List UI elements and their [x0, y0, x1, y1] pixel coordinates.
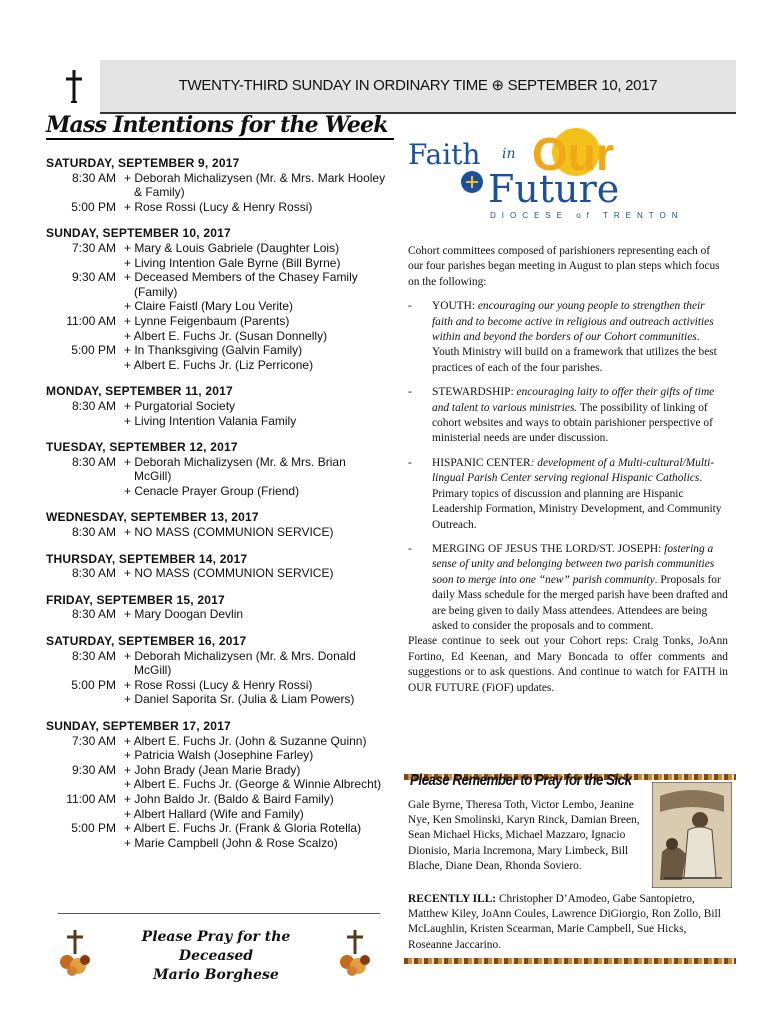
article-bullet: [408, 385, 728, 447]
article-closing: Please continue to seek out your Cohort reps: Craig Tonks, JoAnn Fortino, Ed Keenan, and Mary Boncada to offer comments and suggestions or to ask questions. And continue to watch for FAITH in OUR FUTURE (FiOF) updates.: [408, 635, 728, 694]
mass-intentions-list: [46, 156, 386, 850]
day-heading: SATURDAY, SEPTEMBER 9, 2017: [46, 156, 240, 170]
mass-time: 9:30 AM: [71, 270, 116, 285]
intention: + Rose Rossi (Lucy & Henry Rossi): [124, 199, 313, 214]
intention: + Albert E. Fuchs Jr. (Frank & Gloria Rotella): [124, 821, 362, 836]
mass-entry: [46, 607, 386, 622]
mass-time: 8:30 AM: [71, 454, 116, 469]
intention: + John Baldo Jr. (Baldo & Baird Family): [124, 791, 334, 806]
bullet-dash: -: [408, 542, 412, 555]
intention: + Claire Faistl (Mary Lou Verite): [124, 299, 294, 314]
deceased-heading: Please Pray for the Deceased: [141, 929, 291, 964]
article-bullet: [408, 299, 728, 376]
intention: + Deceased Members of the Chasey Family (Family): [124, 270, 358, 299]
mass-time: 8:30 AM: [71, 398, 116, 413]
mass-time: 9:30 AM: [71, 762, 116, 777]
intention: + NO MASS (COMMUNION SERVICE): [124, 525, 334, 540]
cross-flowers-icon: [58, 928, 92, 978]
day-section: [46, 634, 386, 707]
logo-word-in: in: [502, 146, 516, 162]
jesus-healing-image: [652, 782, 732, 888]
mass-time: 8:30 AM: [71, 607, 116, 622]
mass-entry: [46, 200, 386, 215]
cross-icon: [50, 60, 98, 112]
bullet-lead: YOUTH:: [432, 300, 478, 313]
mass-intentions-title: Mass Intentions for the Week: [46, 112, 394, 140]
intention: + John Brady (Jean Marie Brady): [124, 762, 301, 777]
intention: + Cenacle Prayer Group (Friend): [124, 483, 300, 498]
mass-entry: [46, 171, 386, 200]
recently-ill-label: RECENTLY ILL:: [408, 893, 497, 905]
header-bar: [100, 60, 736, 114]
mass-entry: [46, 270, 386, 314]
mass-entry: [46, 821, 386, 850]
bullet-dash: -: [408, 300, 412, 313]
intention: + Deborah Michalizysen (Mr. & Mrs. Brian McGill): [124, 454, 346, 484]
bullet-text: . Primary topics of discussion and planning are Hispanic Leadership Formation, Ministry Development, and Community Outreach.: [432, 472, 722, 531]
cross-flowers-icon: [338, 928, 372, 978]
mass-time: 7:30 AM: [71, 240, 116, 255]
mass-time: 5:00 PM: [71, 821, 116, 836]
day-heading: TUESDAY, SEPTEMBER 12, 2017: [46, 440, 238, 455]
day-heading: SUNDAY, SEPTEMBER 10, 2017: [46, 226, 231, 241]
mass-time: 8:30 AM: [71, 170, 116, 185]
page-header: [50, 60, 736, 112]
day-section: [46, 593, 386, 622]
mass-time: 8:30 AM: [71, 525, 116, 540]
sick-names: Gale Byrne, Theresa Toth, Victor Lembo, Jeanine Nye, Ken Smolinski, Karyn Rinck, Damian Breen, Sean Michael Hicks, Michael Mazzaro, Ignacio Dionisio, Maria Incremona, Mary Limbeck, Bill Blache, Diane Dean, Rhonda Soviero.: [408, 799, 640, 872]
bullet-text: . Youth Ministry will build on a framework that utilizes the best practices of each of the four parishes.: [432, 331, 717, 374]
mass-entry: [46, 734, 386, 763]
intention: + Albert E. Fuchs Jr. (Susan Donnelly): [124, 328, 328, 343]
day-section: [46, 226, 386, 372]
day-heading: THURSDAY, SEPTEMBER 14, 2017: [46, 551, 248, 566]
intention: + Deborah Michalizysen (Mr. & Mrs. Mark Hooley & Family): [124, 170, 386, 200]
day-heading: WEDNESDAY, SEPTEMBER 13, 2017: [46, 510, 259, 525]
bullet-emphasis: fostering a sense of unity and belonging between two parish communities soon to merge into one “new” parish community: [432, 542, 715, 586]
logo-word-faith: Faith: [408, 138, 481, 171]
mass-time: 11:00 AM: [66, 313, 116, 328]
mass-entry: [46, 399, 386, 428]
mass-entry: [46, 678, 386, 707]
mass-entry: [46, 525, 386, 540]
bullet-dash: -: [408, 456, 412, 469]
mass-entry: [46, 649, 386, 678]
day-heading: SATURDAY, SEPTEMBER 16, 2017: [46, 634, 247, 649]
day-section: [46, 510, 386, 539]
bullet-emphasis: encouraging our young people to strengthen their faith and to become active in religious and outreach activities within and beyond the borders of our Cohort communities: [432, 300, 714, 344]
bullet-emphasis: encouraging laity to offer their gifts of time and talent to various ministries.: [432, 386, 715, 414]
sick-title: Please Remember to Pray for the Sick: [410, 772, 632, 789]
logo-word-future: Future: [488, 167, 620, 211]
mass-time: 7:30 AM: [71, 733, 116, 748]
mass-entry: [46, 455, 386, 499]
header-title: TWENTY-THIRD SUNDAY IN ORDINARY TIME ⊕ SEPTEMBER 10, 2017: [178, 77, 658, 94]
intention: + Living Intention Valania Family: [124, 413, 297, 428]
mass-entry: [46, 343, 386, 372]
recently-ill: [408, 892, 730, 953]
deceased-name: Mario Borghese: [153, 967, 279, 983]
faith-future-article: [408, 244, 728, 696]
recently-ill-names: Christopher D’Amodeo, Gabe Santopietro, Matthew Kiley, JoAnn Coules, Lawrence DiGiorgio, Ron Zollo, Bill McLaughlin, Kristen Scearman, Marie Campbell, Sue Hicks, Roseanne Jaccarino.: [408, 893, 721, 951]
day-section: [46, 384, 386, 428]
deceased-box: [46, 920, 386, 983]
mass-entry: [46, 566, 386, 581]
mass-entry: [46, 763, 386, 792]
mass-entry: [46, 792, 386, 821]
day-heading: FRIDAY, SEPTEMBER 15, 2017: [46, 592, 225, 607]
mass-time: 8:30 AM: [71, 566, 116, 581]
intention: + Living Intention Gale Byrne (Bill Byrne): [124, 255, 341, 270]
divider: [58, 913, 380, 914]
bullet-text: The possibility of linking of cohort websites and ways to obtain parishioner perspective of ministerial needs are under discussion.: [432, 401, 713, 445]
bullet-lead: HISPANIC CENTER: [432, 456, 531, 469]
bullet-lead: STEWARDSHIP:: [432, 386, 517, 399]
intention: + Rose Rossi (Lucy & Henry Rossi): [124, 677, 313, 692]
intention: + Marie Campbell (John & Rose Scalzo): [124, 835, 338, 850]
bullet-lead: MERGING OF JESUS THE LORD/ST. JOSEPH:: [432, 542, 665, 555]
logo-word-our: Our: [532, 128, 614, 180]
intention: + In Thanksgiving (Galvin Family): [124, 343, 303, 358]
bullet-emphasis: : development of a Multi-cultural/Multi-lingual Parish Center serving regional Hispanic Catholics: [432, 456, 715, 485]
intention: + NO MASS (COMMUNION SERVICE): [124, 566, 334, 581]
intention: + Purgatorial Society: [124, 398, 236, 413]
decorative-band: [404, 958, 736, 964]
day-section: [46, 156, 386, 214]
article-bullet: [408, 456, 728, 533]
article-bullets: [408, 299, 728, 634]
logo-subtitle: DIOCESE of TRENTON: [490, 211, 684, 220]
mass-time: 11:00 AM: [66, 791, 116, 806]
intention: + Albert E. Fuchs Jr. (Liz Perricone): [124, 357, 314, 372]
mass-time: 5:00 PM: [71, 199, 116, 214]
mass-time: 5:00 PM: [71, 677, 116, 692]
day-heading: MONDAY, SEPTEMBER 11, 2017: [46, 384, 233, 399]
faith-in-our-future-logo: [404, 122, 736, 222]
intention: + Deborah Michalizysen (Mr. & Mrs. Donald McGill): [124, 648, 356, 678]
intention: + Albert Hallard (Wife and Family): [124, 806, 304, 821]
bullet-dash: -: [408, 386, 412, 399]
intention: + Albert E. Fuchs Jr. (George & Winnie Albrecht): [124, 777, 382, 792]
day-section: [46, 552, 386, 581]
intention: + Lynne Feigenbaum (Parents): [124, 313, 290, 328]
day-section: [46, 719, 386, 850]
pray-for-sick-box: [404, 774, 736, 964]
article-bullet: [408, 542, 728, 634]
day-heading: SUNDAY, SEPTEMBER 17, 2017: [46, 719, 231, 733]
intention: + Patricia Walsh (Josephine Farley): [124, 748, 314, 763]
intention: + Daniel Saporita Sr. (Julia & Liam Powers): [124, 692, 355, 707]
article-intro: Cohort committees composed of parishioners representing each of our four parishes began meeting in August to plan steps which focus on the following:: [408, 245, 720, 288]
day-section: [46, 440, 386, 498]
mass-time: 5:00 PM: [71, 343, 116, 358]
bullet-text: . Proposals for daily Mass schedule for the merged parish have been drafted and are being given to daily Mass attendees. Attendees are being asked to consider the proposals and to comment.: [432, 573, 728, 632]
intention: + Albert E. Fuchs Jr. (John & Suzanne Quinn): [124, 733, 367, 748]
mass-entry: [46, 241, 386, 270]
intention: + Mary Doogan Devlin: [124, 607, 244, 622]
mass-time: 8:30 AM: [71, 648, 116, 663]
mass-entry: [46, 314, 386, 343]
intention: + Mary & Louis Gabriele (Daughter Lois): [124, 240, 340, 255]
